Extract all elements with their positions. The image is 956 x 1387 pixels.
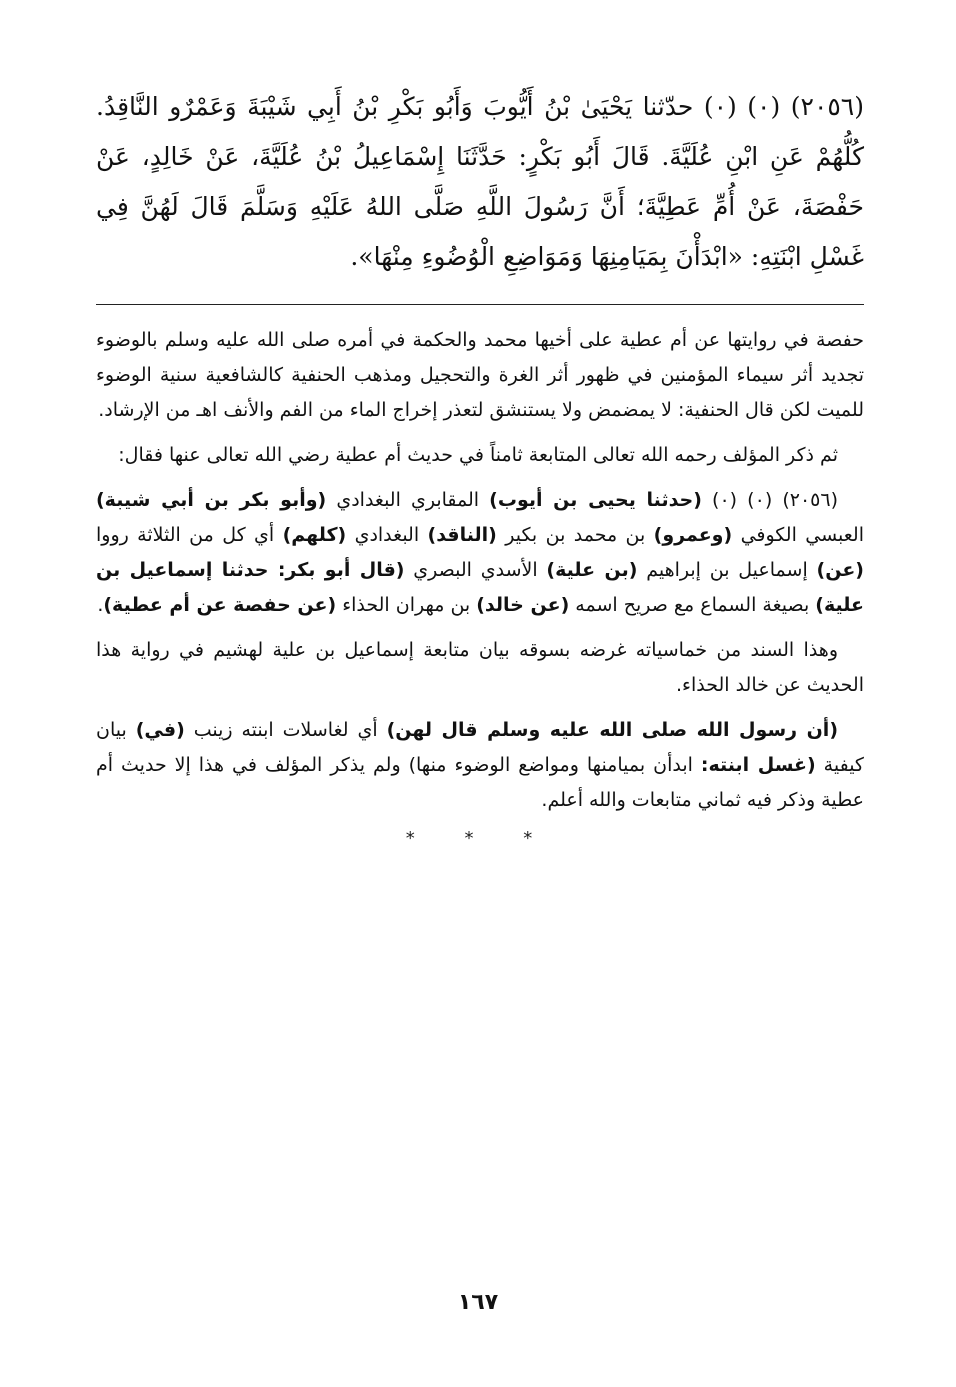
hadith-text: (٢٠٥٦) (٠) (٠) حدّثنا يَحْيَىٰ بْنُ أَيُّوبَ وَأَبُو بَكْرِ بْنُ أَبِي شَيْبَةَ وَعَمْرٌو النَّاقِدُ. كُلُّهُمْ عَنِ ابْنِ عُلَيَّةَ. قَالَ أَبُو بَكْرٍ: حَدَّثَنَا إِسْمَاعِيلُ بْنُ عُلَيَّةَ، عَنْ خَالِدٍ، عَنْ حَفْصَةَ، عَنْ أُمِّ عَطِيَّةَ؛ أَنَّ رَسُولَ اللَّهِ صَلَّى اللهُ عَلَيْهِ وَسَلَّمَ قَالَ لَهُنَّ فِي غَسْلِ ابْنَتِهِ: «ابْدَأْنَ بِمَيَامِنِهَا وَمَوَاضِعِ الْوُضُوءِ مِنْهَا».: [96, 92, 864, 271]
bold-segment: (كلهم): [282, 524, 347, 546]
bold-segment: (أن رسول الله صلى الله عليه وسلم قال لهن): [386, 719, 839, 741]
text-segment: البغدادي: [346, 524, 428, 546]
text-segment: بن مهران الحذاء: [336, 594, 477, 616]
commentary: [96, 323, 864, 849]
commentary-paragraph-5: [96, 713, 864, 818]
bold-segment: (عن خالد): [476, 594, 570, 616]
text-segment: (٢٠٥٦) (٠) (٠): [701, 489, 838, 511]
footnote-divider: [96, 304, 864, 305]
page-body: [96, 82, 864, 849]
bold-segment: (غسل ابنته:: [700, 754, 816, 776]
text-segment: بيان كيفية: [96, 719, 864, 776]
section-end-stars: * * *: [405, 828, 555, 849]
bold-segment: (وأبو بكر بن أبي شيبة): [96, 489, 327, 511]
page-number: ١٦٧: [457, 1290, 499, 1315]
text-segment: بن محمد بن بكير: [496, 524, 654, 546]
commentary-paragraph-3: [96, 483, 864, 623]
text-segment: ابدأن بميامنها ومواضع الوضوء منها) ولم يذكر المؤلف في هذا إلا حديث أم عطية وذكر فيه ثماني متابعات والله أعلم.: [96, 754, 864, 811]
text-segment: أي لغاسلات ابنته زينب: [184, 719, 387, 741]
text-segment: الأسدي البصري: [404, 559, 547, 581]
text-segment: أي كل من الثلاثة رووا: [96, 524, 283, 546]
bold-segment: (قال أبو بكر: حدثنا إسماعيل بن علية): [96, 559, 864, 616]
bold-segment: (عن حفصة عن أم عطية): [103, 594, 337, 616]
commentary-paragraph-1: حفصة في روايتها عن أم عطية على أخيها محمد والحكمة في أمره صلى الله عليه وسلم بالوضوء تجديد أثر سيماء المؤمنين في ظهور أثر الغرة والتحجيل ومذهب الحنفية كالشافعية سنية الوضوء للميت لكن قال الحنفية: لا يمضمض ولا يستنشق لتعذر إخراج الماء من الفم والأنف اهـ من الإرشاد.: [96, 329, 864, 421]
text-segment: بصيغة السماع مع صريح اسمه: [569, 594, 816, 616]
bold-segment: (في): [135, 719, 185, 741]
bold-segment: (الناقد): [427, 524, 497, 546]
commentary-paragraph-4: وهذا السند من خماسياته غرضه بسوقه بيان متابعة إسماعيل بن علية لهشيم في رواية هذا الحديث عن خالد الحذاء.: [96, 639, 864, 696]
bold-segment: (عن): [816, 559, 864, 581]
commentary-paragraph-2: ثم ذكر المؤلف رحمه الله تعالى المتابعة ثامناً في حديث أم عطية رضي الله تعالى عنها فقال:: [118, 444, 838, 466]
bold-segment: (حدثنا يحيى بن أيوب): [489, 489, 702, 511]
text-segment: .: [97, 594, 104, 616]
bold-segment: (وعمرو): [653, 524, 733, 546]
bold-segment: (بن علية): [546, 559, 638, 581]
text-segment: المقابري البغدادي: [326, 489, 490, 511]
text-segment: إسماعيل بن إبراهيم: [637, 559, 817, 581]
text-segment: العبسي الكوفي: [732, 524, 864, 546]
